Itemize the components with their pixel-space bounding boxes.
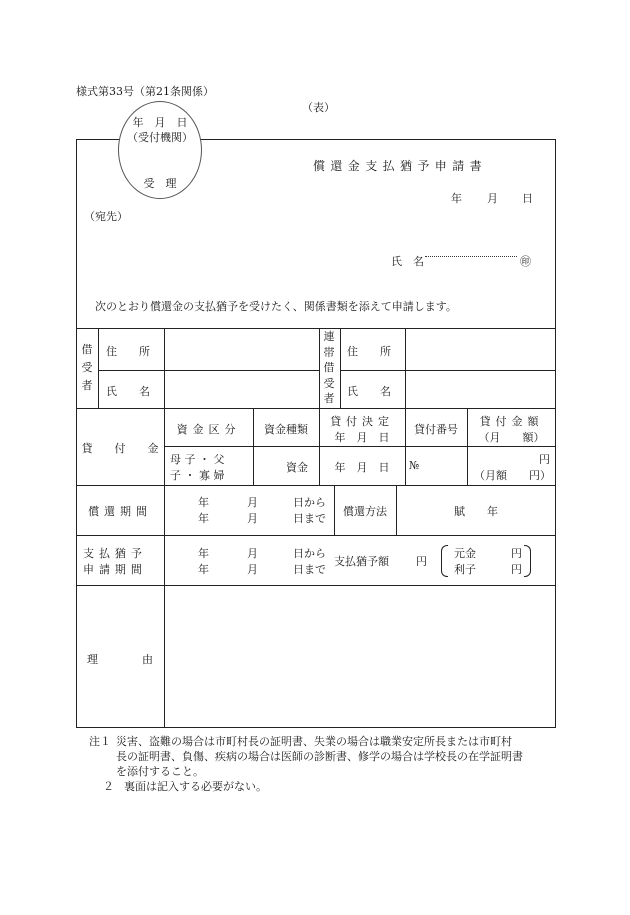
loan-decision-date-value: 年 月 日 <box>334 461 390 474</box>
repayment-period-label: 償還期間 <box>88 505 152 518</box>
line-h3 <box>76 408 556 409</box>
loan-category-line1: 母 子 ・ 父 <box>170 453 225 466</box>
form-title: 償還金支払猶予申請書 <box>313 159 488 173</box>
repayment-from-day: 日から <box>293 496 326 509</box>
stamp-date: 年 月 日 <box>132 116 188 129</box>
repayment-to-year: 年 <box>198 512 209 525</box>
loan-header-decision: 貸付決定 <box>330 415 394 428</box>
loan-header-decision-date: 年 月 日 <box>334 431 390 444</box>
note1-line2: 長の証明書、負傷、疾病の場合は医師の診断書、修学の場合は学校長の在学証明書 <box>116 750 523 763</box>
guarantor-address-label: 住 所 <box>347 345 391 358</box>
note2-line1: 裏面は記入する必要がない。 <box>124 780 267 793</box>
guarantor-label-char: 帯 <box>323 345 335 359</box>
note1-line1: 災害、盗難の場合は市町村長の証明書、失業の場合は職業安定所長または市町村 <box>116 735 512 748</box>
repayment-method-value: 賦 年 <box>454 505 498 518</box>
principal-label: 元金 <box>454 547 476 560</box>
loan-number-prefix: № <box>409 459 420 472</box>
reason-field[interactable] <box>165 586 555 727</box>
intro-text: 次のとおり償還金の支払猶予を受けたく、関係書類を添えて申請します。 <box>95 300 457 313</box>
line-h5 <box>76 485 556 486</box>
line-v3 <box>319 328 320 408</box>
borrower-label-char: 借 <box>81 343 93 356</box>
line-v8 <box>405 408 406 485</box>
loan-type-value: 資金 <box>286 461 308 474</box>
guarantor-label-char: 者 <box>323 392 335 405</box>
loan-type-field[interactable] <box>254 447 284 484</box>
stamp-received: 受 理 <box>143 177 177 190</box>
bracket-right <box>524 545 531 577</box>
line-h4 <box>164 446 556 447</box>
side-label: （表） <box>302 101 335 114</box>
deferral-to-month: 月 <box>247 563 258 576</box>
seal-mark: ㊞ <box>520 255 531 268</box>
line-v4 <box>340 328 341 408</box>
loan-header-number: 貸付番号 <box>414 423 458 436</box>
deferral-label-line1: 支払猶予 <box>83 547 147 560</box>
stamp-org: （受付機関） <box>127 131 193 144</box>
loan-number-field[interactable] <box>425 447 466 484</box>
loan-header-type: 資金種類 <box>264 423 308 436</box>
date-day: 日 <box>522 192 533 205</box>
guarantor-address-field[interactable] <box>406 329 556 370</box>
deferral-to-year: 年 <box>198 563 209 576</box>
note1-label: 注１ <box>89 735 111 748</box>
deferral-from-year: 年 <box>198 547 209 560</box>
note2-label: ２ <box>103 780 114 793</box>
repayment-from-year: 年 <box>198 496 209 509</box>
loan-header-amount: 貸付金額 <box>479 415 544 428</box>
repayment-from-month: 月 <box>247 496 258 509</box>
reason-label: 理 由 <box>87 653 153 666</box>
interest-unit: 円 <box>511 563 522 576</box>
borrower-address-field[interactable] <box>165 329 319 370</box>
date-month: 月 <box>487 192 498 205</box>
deferral-from-month: 月 <box>247 547 258 560</box>
guarantor-name-field[interactable] <box>406 371 556 408</box>
deferral-from-day: 日から <box>293 547 326 560</box>
date-year: 年 <box>451 192 462 205</box>
loan-category-line2: 子 ・ 寡 婦 <box>170 469 225 482</box>
deferral-label-line2: 申請期間 <box>83 563 147 576</box>
repayment-to-day: 日まで <box>293 512 326 525</box>
repayment-to-month: 月 <box>247 512 258 525</box>
borrower-label-char: 者 <box>81 379 93 392</box>
loan-amount-unit: 円 <box>539 453 550 466</box>
loan-header-monthly: （月 額） <box>478 431 545 444</box>
deferral-amount-label: 支払猶予額 <box>334 555 389 568</box>
borrower-name-field[interactable] <box>165 371 319 408</box>
applicant-name-line[interactable] <box>425 256 517 257</box>
interest-label: 利子 <box>454 563 476 576</box>
line-v1 <box>98 328 99 408</box>
loan-label: 貸 付 金 <box>81 442 159 455</box>
deferral-amount-unit: 円 <box>416 555 427 568</box>
guarantor-label <box>322 329 336 407</box>
principal-unit: 円 <box>511 547 522 560</box>
deferral-to-day: 日まで <box>293 563 326 576</box>
guarantor-name-label: 氏 名 <box>347 385 391 398</box>
repayment-method-label: 償還方法 <box>343 505 387 518</box>
guarantor-label-char: 連 <box>323 330 335 343</box>
applicant-name-label: 氏 名 <box>391 255 424 268</box>
borrower-name-label: 氏 名 <box>106 385 150 398</box>
addressee: （宛先） <box>84 210 128 223</box>
loan-header-category: 資金区分 <box>176 423 241 436</box>
note1-line3: を添付すること。 <box>116 765 204 778</box>
loan-amount-monthly: （月額 円） <box>474 469 551 482</box>
bracket-left <box>441 545 448 577</box>
borrower-label <box>80 341 94 395</box>
guarantor-label-char: 借 <box>323 361 335 374</box>
borrower-label-char: 受 <box>81 361 93 374</box>
line-h6 <box>76 535 556 536</box>
borrower-address-label: 住 所 <box>106 345 150 358</box>
guarantor-label-char: 受 <box>323 376 335 390</box>
form-id: 様式第33号（第21条関係） <box>76 85 214 98</box>
